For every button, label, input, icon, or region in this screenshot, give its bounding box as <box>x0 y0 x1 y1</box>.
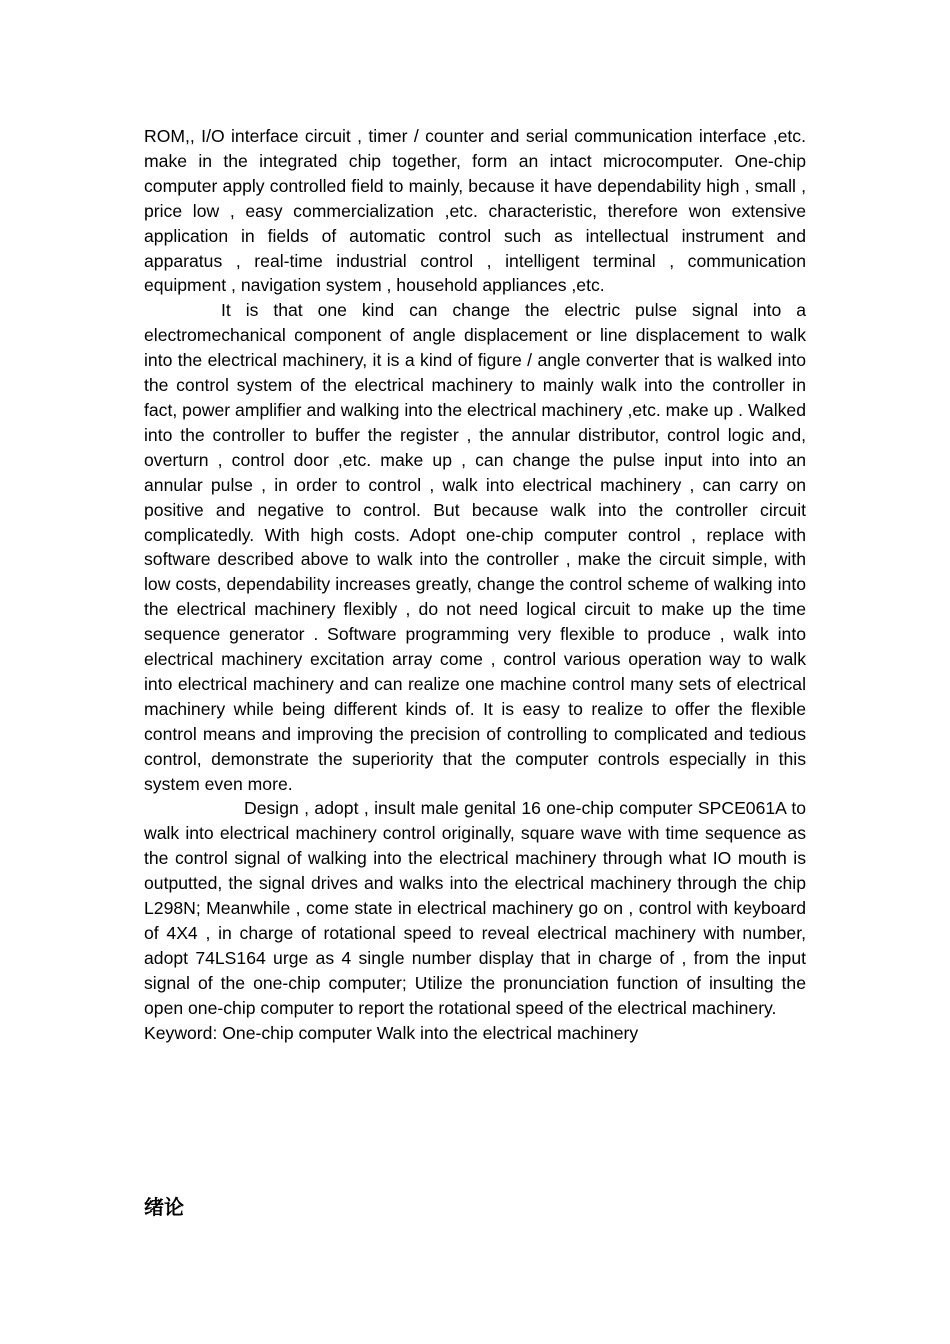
section-heading-introduction: 绪论 <box>144 1195 184 1219</box>
paragraph-stepper-motor-description: It is that one kind can change the electric pulse signal into a electromechanical component of angle displacement or line displacement to walk into the electrical machinery, it is a kind of figure / angle converter that is walked into the control system of the electrical machinery to mainly walk into the controller in fact, power amplifier and walking into the electrical machinery ,etc. make up . Walked into the controller to buffer the register , the annular distributor, control logic and, overturn , control door ,etc. make up , can change the pulse input into into an annular pulse , in order to control , walk into electrical machinery , can carry on positive and negative to control. But because walk into the controller circuit complicatedly. With high costs. Adopt one-chip computer control , replace with software described above to walk into the controller , make the circuit simple, with low costs, dependability increases greatly, change the control scheme of walking into the electrical machinery flexibly , do not need logical circuit to make up the time sequence generator . Software programming very flexible to produce , walk into electrical machinery excitation array come , control various operation way to walk into electrical machinery and can realize one machine control many sets of electrical machinery while being different kinds of. It is easy to realize to offer the flexible control means and improving the precision of controlling to complicated and tedious control, demonstrate the superiority that the computer controls especially in this system even more. <box>144 300 806 794</box>
abstract-body <box>144 124 806 1046</box>
paragraph-microcomputer-intro: ROM,, I/O interface circuit , timer / counter and serial communication interface ,etc. make in the integrated chip together, form an intact microcomputer. One-chip computer apply controlled field to mainly, because it have dependability high , small , price low , easy commercialization ,etc. characteristic, therefore won extensive application in fields of automatic control such as intellectual instrument and apparatus , real-time industrial control , intelligent terminal , communication equipment , navigation system , household appliances ,etc. <box>144 126 806 296</box>
paragraph-design-overview: Design , adopt , insult male genital 16 one-chip computer SPCE061A to walk into electrical machinery control originally, square wave with time sequence as the control signal of walking into the electrical machinery through what IO mouth is outputted, the signal drives and walks into the electrical machinery through the chip L298N; Meanwhile , come state in electrical machinery go on , control with keyboard of 4X4 , in charge of rotational speed to reveal electrical machinery with number, adopt 74LS164 urge as 4 single number display that in charge of , from the input signal of the one-chip computer; Utilize the pronunciation function of insulting the open one-chip computer to report the rotational speed of the electrical machinery. <box>144 798 806 1018</box>
keyword-line: Keyword: One-chip computer Walk into the electrical machinery <box>144 1022 639 1043</box>
